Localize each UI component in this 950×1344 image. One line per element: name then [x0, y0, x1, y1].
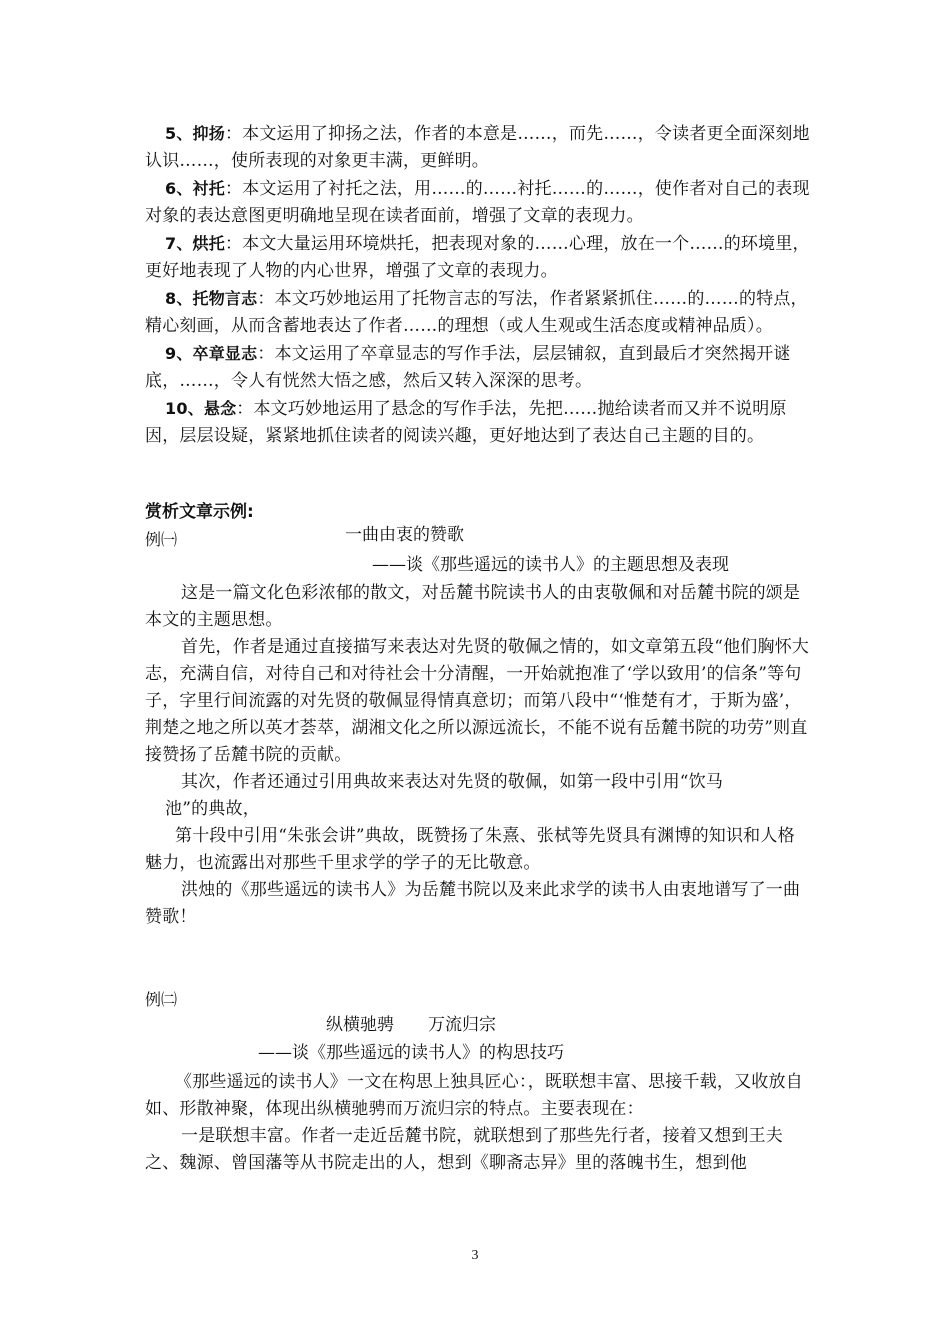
- method-item: [145, 120, 810, 175]
- methods-list: [145, 120, 810, 450]
- method-item: [145, 175, 810, 230]
- example2-body: [145, 1069, 810, 1177]
- page-number: 3: [471, 1248, 479, 1263]
- method-term: 5、抑扬: [165, 124, 225, 143]
- example1-body: [145, 580, 810, 931]
- example1-subtitle: ——谈《那些遥远的读书人》的主题思想及表现: [372, 555, 729, 575]
- paragraph: 《那些遥远的读书人》一文在构思上独具匠心：，既联想丰富、思接千载，又收放自如、形散神聚，体现出纵横驰骋而万流归宗的特点。主要表现在：: [145, 1072, 803, 1119]
- method-text: ：本文大量运用环境烘托，把表现对象的……心理，放在一个……的环境里，更好地表现了人物的内心世界，增强了文章的表现力。: [145, 234, 810, 281]
- method-text: ：本文巧妙地运用了托物言志的写法，作者紧紧抓住……的……的特点，精心刻画，从而含蓄地表达了作者……的理想（或人生观或生活态度或精神品质）。: [145, 289, 808, 336]
- method-text: ：本文运用了抑扬之法，作者的本意是……，而先……，令读者更全面深刻地认识……，使所表现的对象更丰满，更鲜明。: [145, 124, 810, 171]
- method-item: [145, 395, 810, 450]
- paragraph: 第十段中引用“朱张会讲”典故，既赞扬了朱熹、张栻等先贤具有渊博的知识和人格魅力，也流露出对那些千里求学的学子的无比敬意。: [145, 826, 795, 873]
- paragraph: 池”的典故，: [165, 799, 260, 819]
- method-text: ：本文巧妙地运用了悬念的写作手法，先把……抛给读者而又并不说明原因，层层设疑，紧紧地抓住读者的阅读兴趣，更好地达到了表达自己主题的目的。: [145, 399, 787, 446]
- examples-heading: 赏析文章示例:: [145, 502, 254, 522]
- method-term: 6、衬托: [165, 179, 225, 198]
- method-item: [145, 340, 810, 395]
- method-text: ：本文运用了卒章显志的写作手法，层层铺叙，直到最后才突然揭开谜底，……，令人有恍然大悟之感，然后又转入深深的思考。: [145, 344, 791, 391]
- example2-title: 纵横驰骋 万流归宗: [326, 1015, 496, 1035]
- paragraph: 这是一篇文化色彩浓郁的散文，对岳麓书院读书人的由衷敬佩和对岳麓书院的颂是本文的主题思想。: [145, 583, 801, 630]
- method-text: ：本文运用了衬托之法，用……的……衬托……的……，使作者对自己的表现对象的表达意图更明确地呈现在读者面前，增强了文章的表现力。: [145, 179, 810, 226]
- paragraph: 一是联想丰富。作者一走近岳麓书院，就联想到了那些先行者，接着又想到王夫之、魏源、曾国藩等从书院走出的人，想到《聊斋志异》里的落魄书生，想到他: [145, 1126, 783, 1173]
- example2-subtitle: ——谈《那些遥远的读书人》的构思技巧: [258, 1043, 564, 1063]
- method-term: 7、烘托: [165, 234, 225, 253]
- method-term: 9、卒章显志: [165, 344, 258, 363]
- example2-label: 例㈡: [145, 990, 178, 1009]
- example1-label: 例㈠: [145, 530, 178, 549]
- paragraph: 首先，作者是通过直接描写来表达对先贤的敬佩之情的，如文章第五段“他们胸怀大志，充满自信，对待自己和对待社会十分清醒，一开始就抱准了‘学以致用’的信条”等句子，字里行间流露的对先贤的敬佩显得情真意切；而第八段中“‘惟楚有才，于斯为盛’，荆楚之地之所以英才荟萃，湖湘文化之所以源远流长，不能不说有岳麓书院的功劳”则直接赞扬了岳麓书院的贡献。: [145, 637, 810, 765]
- method-item: [145, 230, 810, 285]
- method-item: [145, 285, 810, 340]
- paragraph: 其次，作者还通过引用典故来表达对先贤的敬佩，如第一段中引用“饮马: [181, 772, 724, 792]
- method-term: 8、托物言志: [165, 289, 258, 308]
- method-term: 10、悬念: [165, 399, 237, 418]
- example1-title: 一曲由衷的赞歌: [345, 525, 464, 545]
- paragraph: 洪烛的《那些遥远的读书人》为岳麓书院以及来此求学的读书人由衷地谱写了一曲赞歌！: [145, 880, 801, 927]
